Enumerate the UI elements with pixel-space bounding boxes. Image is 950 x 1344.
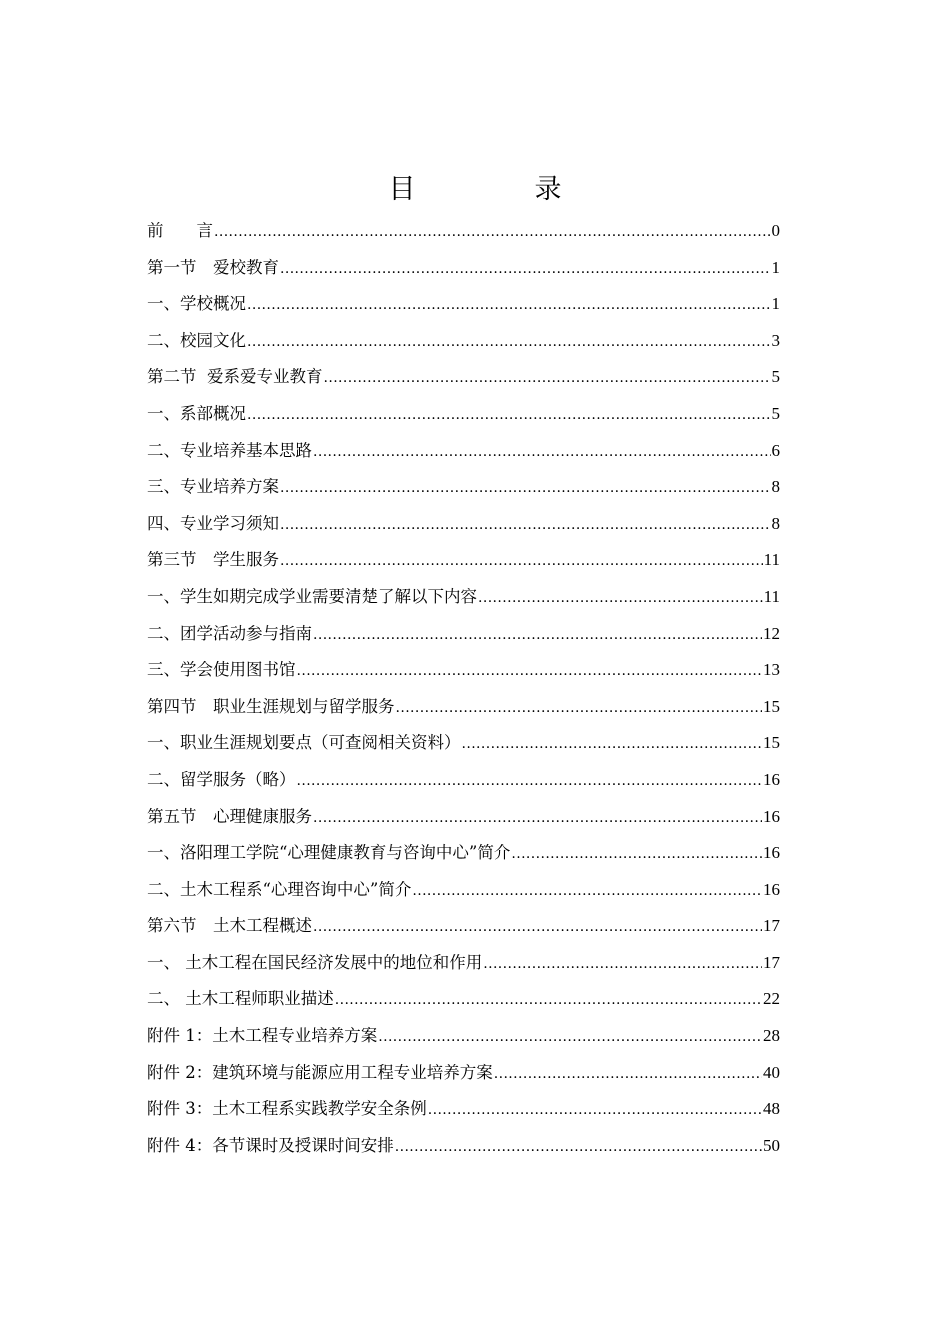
toc-entry-label: 二、校园文化	[147, 330, 246, 350]
toc-entry[interactable]	[147, 872, 780, 909]
toc-entry[interactable]	[147, 1018, 780, 1055]
toc-entry-page-number: 22	[763, 989, 780, 1009]
toc-dot-leader	[313, 908, 762, 946]
toc-entry-page-number: 1	[771, 257, 780, 277]
toc-entry[interactable]	[147, 945, 780, 982]
toc-entry-page-number: 16	[763, 843, 780, 863]
toc-dot-leader	[324, 359, 771, 397]
toc-entry-page-number: 1	[771, 294, 780, 314]
toc-entry-page-number: 16	[763, 879, 780, 899]
toc-dot-leader	[412, 872, 762, 910]
toc-entry-page-number: 5	[771, 367, 780, 387]
toc-entry[interactable]	[147, 835, 780, 872]
toc-entry-page-number: 17	[763, 916, 780, 936]
toc-entry-page-number: 8	[771, 513, 780, 533]
toc-entry[interactable]	[147, 396, 780, 433]
toc-entry-label: 三、专业培养方案	[147, 477, 279, 497]
toc-entry-label: 附件 1：土木工程专业培养方案	[147, 1026, 378, 1046]
toc-dot-leader	[313, 799, 762, 837]
toc-entry-label: 一、职业生涯规划要点（可查阅相关资料）	[147, 733, 461, 753]
toc-dot-leader	[462, 725, 763, 763]
toc-dot-leader	[494, 1055, 762, 1093]
toc-entry-page-number: 17	[763, 952, 780, 972]
toc-entry-page-number: 28	[763, 1026, 780, 1046]
toc-entry-label: 一、学校概况	[147, 294, 246, 314]
toc-entry-page-number: 15	[763, 733, 780, 753]
toc-entry-label: 四、专业学习须知	[147, 513, 279, 533]
toc-entry-label: 前 言	[147, 221, 213, 240]
toc-dot-leader	[478, 579, 763, 617]
toc-entry-page-number: 13	[763, 660, 780, 680]
toc-entry[interactable]	[147, 433, 780, 470]
toc-entry[interactable]	[147, 725, 780, 762]
toc-entry-label: 第一节 爱校教育	[147, 257, 279, 277]
toc-dot-leader	[280, 250, 771, 288]
toc-entry-page-number: 40	[763, 1062, 780, 1082]
toc-entry[interactable]	[147, 250, 780, 287]
toc-entry[interactable]	[147, 616, 780, 653]
toc-dot-leader	[280, 542, 763, 580]
toc-entry-label: 一、学生如期完成学业需要清楚了解以下内容	[147, 586, 477, 606]
toc-entry-page-number: 3	[771, 330, 780, 350]
toc-entry[interactable]	[147, 981, 780, 1018]
toc-entry-label: 二、团学活动参与指南	[147, 623, 312, 643]
toc-entry[interactable]	[147, 323, 780, 360]
toc-entry-page-number: 11	[763, 550, 780, 570]
toc-entry-label: 附件 2：建筑环境与能源应用工程专业培养方案	[147, 1062, 493, 1082]
toc-dot-leader	[214, 213, 771, 251]
toc-entry[interactable]	[147, 542, 780, 579]
toc-entry[interactable]	[147, 1128, 780, 1165]
toc-entry[interactable]	[147, 762, 780, 799]
toc-entry-label: 二、土木工程系“心理咨询中心”简介	[147, 879, 412, 899]
toc-dot-leader	[280, 506, 771, 544]
toc-entry[interactable]	[147, 1055, 780, 1092]
toc-entry-page-number: 48	[763, 1099, 780, 1119]
toc-entry-label: 第六节 土木工程概述	[147, 916, 312, 936]
toc-entry-page-number: 16	[763, 806, 780, 826]
toc-dot-leader	[396, 689, 763, 727]
toc-dot-leader	[483, 945, 762, 983]
toc-entry-page-number: 5	[771, 403, 780, 423]
toc-entry-label: 一、洛阳理工学院“心理健康教育与咨询中心”简介	[147, 843, 511, 863]
toc-entry[interactable]	[147, 359, 780, 396]
toc-dot-leader	[395, 1128, 762, 1166]
toc-entry[interactable]	[147, 689, 780, 726]
toc-dot-leader	[313, 616, 762, 654]
toc-entry-label: 二、留学服务（略）	[147, 769, 296, 789]
toc-entry-label: 附件 3：土木工程系实践教学安全条例	[147, 1099, 427, 1119]
toc-dot-leader	[247, 396, 771, 434]
toc-entry[interactable]	[147, 652, 780, 689]
toc-entry-page-number: 15	[763, 696, 780, 716]
toc-entry-label: 第三节 学生服务	[147, 550, 279, 570]
toc-entry[interactable]	[147, 469, 780, 506]
toc-entry[interactable]	[147, 286, 780, 323]
toc-dot-leader	[247, 323, 771, 361]
toc-entry[interactable]	[147, 799, 780, 836]
toc-entry[interactable]	[147, 506, 780, 543]
toc-dot-leader	[247, 286, 771, 324]
toc-dot-leader	[335, 981, 762, 1019]
toc-entry-label: 第五节 心理健康服务	[147, 806, 312, 826]
toc-dot-leader	[313, 433, 771, 471]
toc-entry-page-number: 16	[763, 769, 780, 789]
toc-title: 目 录	[388, 174, 608, 205]
toc-entry-page-number: 0	[771, 221, 780, 240]
toc-list	[147, 213, 780, 1164]
toc-entry-page-number: 8	[771, 477, 780, 497]
toc-dot-leader	[511, 835, 762, 873]
toc-entry-label: 附件 4：各节课时及授课时间安排	[147, 1135, 394, 1155]
toc-entry-page-number: 50	[763, 1135, 780, 1155]
toc-dot-leader	[378, 1018, 762, 1056]
toc-entry-label: 第二节 爱系爱专业教育	[147, 367, 323, 387]
toc-entry[interactable]	[147, 213, 780, 250]
toc-entry-page-number: 11	[763, 586, 780, 606]
toc-dot-leader	[297, 762, 763, 800]
toc-entry[interactable]	[147, 1091, 780, 1128]
toc-entry-label: 三、学会使用图书馆	[147, 660, 296, 680]
toc-entry-label: 一、 土木工程在国民经济发展中的地位和作用	[147, 952, 483, 972]
toc-entry-page-number: 12	[763, 623, 780, 643]
toc-dot-leader	[297, 652, 763, 690]
toc-entry-page-number: 6	[771, 440, 780, 460]
toc-entry[interactable]	[147, 908, 780, 945]
toc-entry-label: 第四节 职业生涯规划与留学服务	[147, 696, 395, 716]
toc-entry[interactable]	[147, 579, 780, 616]
toc-dot-leader	[428, 1091, 762, 1129]
toc-entry-label: 一、系部概况	[147, 403, 246, 423]
toc-entry-label: 二、 土木工程师职业描述	[147, 989, 334, 1009]
toc-entry-label: 二、专业培养基本思路	[147, 440, 312, 460]
toc-dot-leader	[280, 469, 771, 507]
